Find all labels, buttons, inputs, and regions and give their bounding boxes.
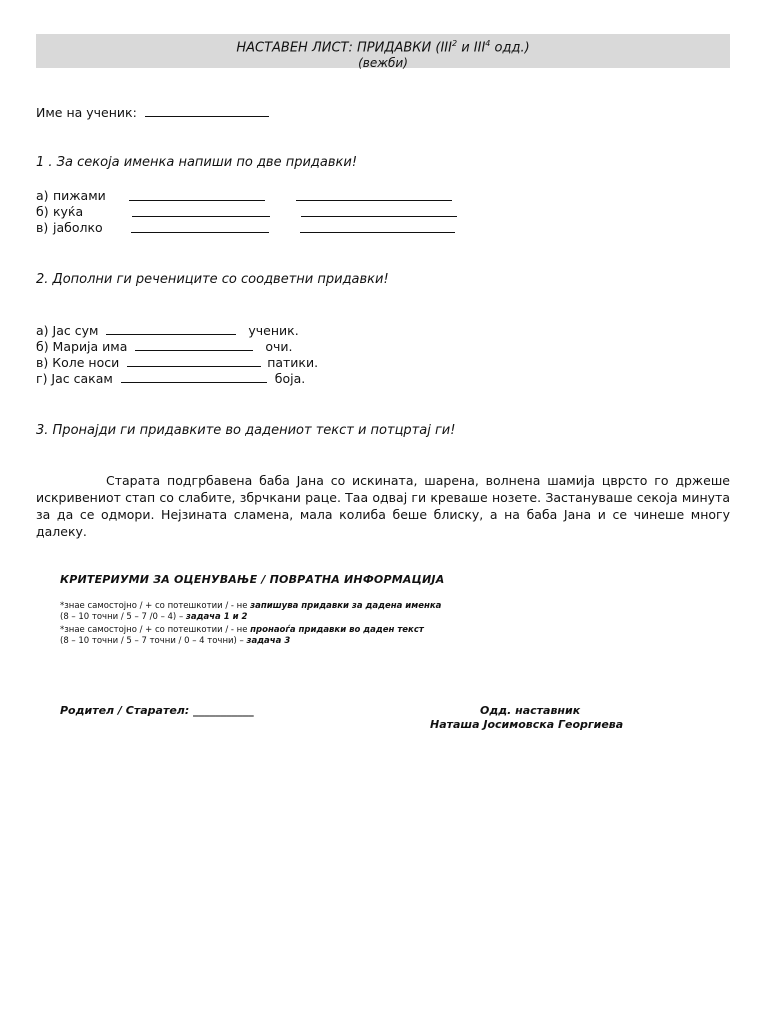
answer-blank[interactable] — [301, 204, 457, 217]
student-name-field[interactable] — [145, 104, 269, 117]
criteria-title: КРИТЕРИУМИ ЗА ОЦЕНУВАЊЕ / ПОВРАТНА ИНФОРМАЦИЈА — [60, 573, 445, 586]
criteria-line: *знае самостојно / + со потешкотии / - не пронаоѓа придавки во даден текст — [60, 625, 424, 635]
answer-blank[interactable] — [132, 204, 270, 217]
answer-blank[interactable] — [296, 188, 452, 201]
worksheet-subtitle: (вежби) — [358, 56, 408, 71]
sentence-start: а) Јас сум — [36, 323, 99, 338]
student-name-row — [36, 104, 269, 120]
answer-blank[interactable] — [127, 354, 261, 367]
answer-blank[interactable] — [121, 370, 267, 383]
answer-blank[interactable] — [135, 338, 253, 351]
task1-title: 1 . За секоја именка напиши по две придавки! — [36, 155, 358, 170]
sentence-end: боја. — [274, 371, 306, 386]
sentence-start: г) Јас сакам — [36, 371, 113, 386]
criteria-line: (8 – 10 точни / 5 – 7 /0 – 4) – задача 1 и 2 — [60, 612, 248, 622]
worksheet-title: НАСТАВЕН ЛИСТ: ПРИДАВКИ (III$^2$ и III$^4$ одд.) — [236, 39, 530, 56]
sentence-start: б) Марија има — [36, 339, 128, 354]
criteria-line: *знае самостојно / + со потешкотии / - не запишува придавки за дадена именка — [60, 601, 442, 611]
item-letter: б) — [36, 204, 49, 219]
answer-blank[interactable] — [300, 220, 455, 233]
answer-blank[interactable] — [129, 188, 265, 201]
answer-blank[interactable] — [131, 220, 269, 233]
task2-sentence — [36, 370, 305, 386]
task2-sentence — [36, 338, 293, 354]
answer-blank[interactable] — [106, 322, 236, 335]
parent-signature — [60, 704, 254, 717]
teacher-label: Одд. наставник — [480, 704, 581, 717]
criteria-line: (8 – 10 точни / 5 – 7 точни / 0 – 4 точни) – задача 3 — [60, 636, 291, 646]
task2-sentence — [36, 322, 299, 338]
task2-sentence — [36, 354, 318, 370]
parent-signature-field[interactable]: ___________ — [193, 704, 254, 717]
sentence-start: в) Коле носи — [36, 355, 120, 370]
parent-signature-label: Родител / Старател: — [60, 704, 190, 717]
item-noun: пижами — [53, 188, 106, 203]
student-name-label: Име на ученик: — [36, 105, 137, 120]
task3-title: 3. Пронајди ги придавките во дадениот текст и потцртај ги! — [36, 423, 456, 438]
sentence-end: патики. — [267, 355, 319, 370]
task2-title: 2. Дополни ги речениците со соодветни придавки! — [36, 272, 389, 287]
sentence-end: очи. — [265, 339, 293, 354]
sentence-end: ученик. — [248, 323, 299, 338]
worksheet-header — [36, 34, 730, 71]
task3-text: Старата подгрбавена баба Јана со искината, шарена, волнена шамија цврсто го држеше искривениот стап со слабите, збрчкани раце. Таа одвај ги креваше нозете. Застануваше секоја минута за да се одмори. Нејзината сламена, мала колиба беше блиску, а на баба Јана и се чинеше многу далеку. — [36, 473, 730, 539]
item-letter: в) — [36, 220, 49, 235]
teacher-name: Наташа Јосимовска Георгиева — [430, 718, 624, 731]
item-letter: а) — [36, 188, 49, 203]
task3-paragraph — [36, 472, 730, 540]
item-noun: јаболко — [53, 220, 103, 235]
item-noun: куќа — [53, 204, 84, 219]
